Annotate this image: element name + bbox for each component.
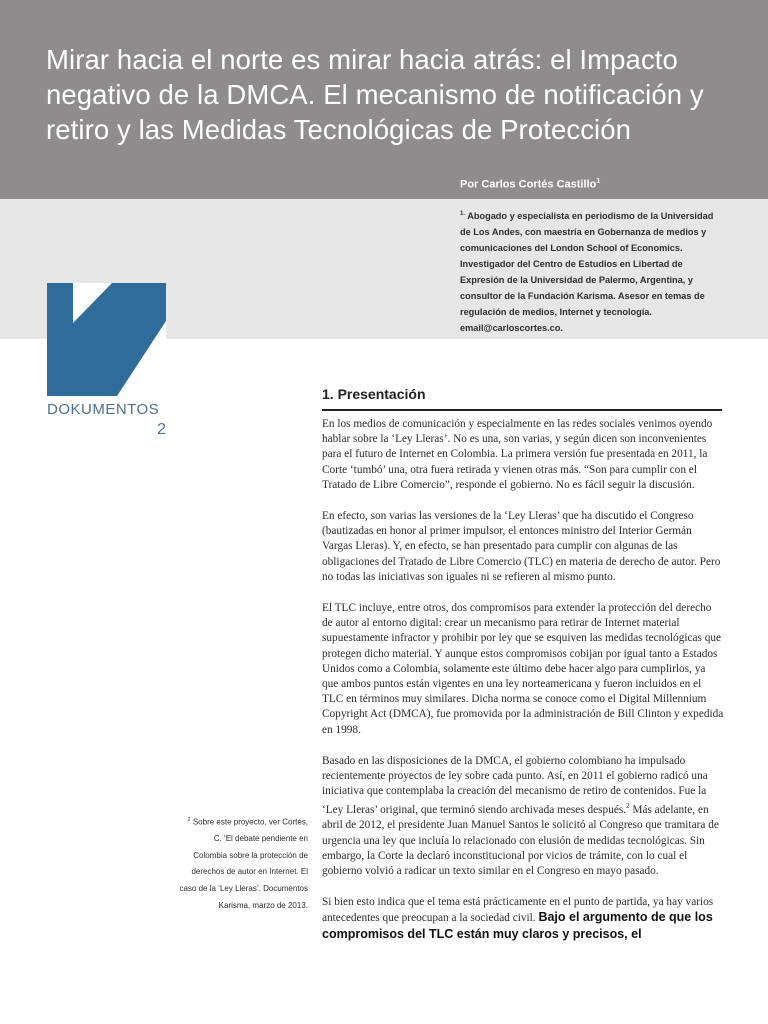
footnote-2 — [178, 812, 308, 914]
bio-text: Abogado y especialista en periodismo de la Universidad de Los Andes, con maestría en Gobernanza de medios y comunicaciones del London School of Economics. Investigador del Centro de Estudios en Libertad de Expresión de la Universidad de Palermo, Argentina, y consultor de la Fundación Karisma. Asesor en temas de regulación de medios, Internet y tecnología. email@carloscortes.co. — [460, 211, 714, 334]
series-name: DOKUMENTOS — [47, 401, 160, 418]
byline-note-mark[interactable]: 1 — [596, 178, 601, 185]
author-byline — [460, 178, 600, 191]
paragraph-5-text: Si bien esto indica que el tema está prácticamente en el punto de partida, ya hay varios antecedentes que preocupan a la sociedad civil. — [322, 896, 714, 925]
series-number: 2 — [157, 421, 166, 438]
paragraph-3: El TLC incluye, entre otros, dos compromisos para extender la protección del derecho de autor al entorno digital: crear un mecanismo para retirar de Internet material supuestamente infractor y prohibir por ley que se esquiven las medidas tecnológicas que protegen dicho material. Y aunque estos compromisos cobijan por igual tanto a Estados Unidos como a Colombia, solamente este último debe hacer algo para cumplirlos, ya que ambos puntos están vigentes en una ley norteamericana y fueron incluidos en el TLC en términos muy similares. Dicha norma se conoce como el Digital Millennium Copyright Act (DMCA), fue promovida por la administración de Bill Clinton y expedida en 1998. — [322, 602, 724, 736]
paragraph-4-text: Basado en las disposiciones de la DMCA, el gobierno colombiano ha impulsado recientemente proyectos de ley sobre cada punto. Así, en 2011 el gobierno radicó una iniciativa que contemplaba la creación del mecanismo de retiro de contenidos. Fue la ‘Ley Lleras’ original, que terminó siendo archivada meses después. — [322, 754, 708, 817]
pull-quote-start: Bajo el argumento de que los compromisos del TLC están muy claros y precisos, el — [322, 910, 713, 941]
paragraph-4-continued: Más adelante, en abril de 2012, el presidente Juan Manuel Santos le solicitó al Congreso que tramitara de urgencia una ley que incluía lo relacionado con elusión de medidas tecnológicas. Sin embargo, la Corte la declaró inconstitucional por vicios de trámite, con lo cual el gobierno volvió a radicar un texto similar en el Congreso en mayo pasado. — [322, 804, 719, 878]
author-bio — [460, 206, 720, 336]
document-title: Mirar hacia el norte es mirar hacia atrás: el Impacto negativo de la DMCA. El mecanismo de notificación y retiro y las Medidas Tecnológicas de Protección — [46, 44, 704, 145]
footnote-text: Sobre este proyecto, ver Cortés, C. ‘El debate pendiente en Colombia sobre la protección de derechos de autor en Internet. El caso de la ‘Ley Lleras’. Documentos Karisma, marzo de 2013. — [179, 817, 308, 910]
bio-note-mark: 1. — [460, 211, 466, 217]
section-divider — [322, 409, 722, 411]
k-logo — [47, 283, 166, 396]
footnote-mark: 2 — [187, 817, 191, 823]
paragraph-5 — [322, 895, 724, 943]
paragraph-4 — [322, 754, 724, 879]
footnote-ref-2[interactable]: 2 — [626, 802, 630, 811]
section-heading: 1. Presentación — [322, 386, 426, 402]
author-name: Por Carlos Cortés Castillo — [460, 178, 597, 191]
paragraph-2: En efecto, son varias las versiones de la ‘Ley Lleras’ que ha discutido el Congreso (bautizadas en honor al primer impulsor, el entonces ministro del Interior Germán Vargas Lleras). Y, en efecto, se han presentado para cumplir con algunas de las obligaciones del Tratado de Libre Comercio (TLC) en materia de derecho de autor. Pero no todas las iniciativas son iguales ni se refieren al mismo punto. — [322, 510, 721, 583]
paragraph-1: En los medios de comunicación y especialmente en las redes sociales venimos oyendo hablar sobre la ‘Ley Lleras’. No es una, son varias, y según dicen son inconvenientes para el futuro de Internet en Colombia. La primera versión fue presentada en 2011, la Corte ‘tumbó’ una, otra fuera retirada y vienen otras más. “Son para cumplir con el Tratado de Libre Comercio”, responde el gobierno. No es fácil seguir la discusión. — [322, 418, 713, 491]
article-body — [322, 417, 724, 959]
